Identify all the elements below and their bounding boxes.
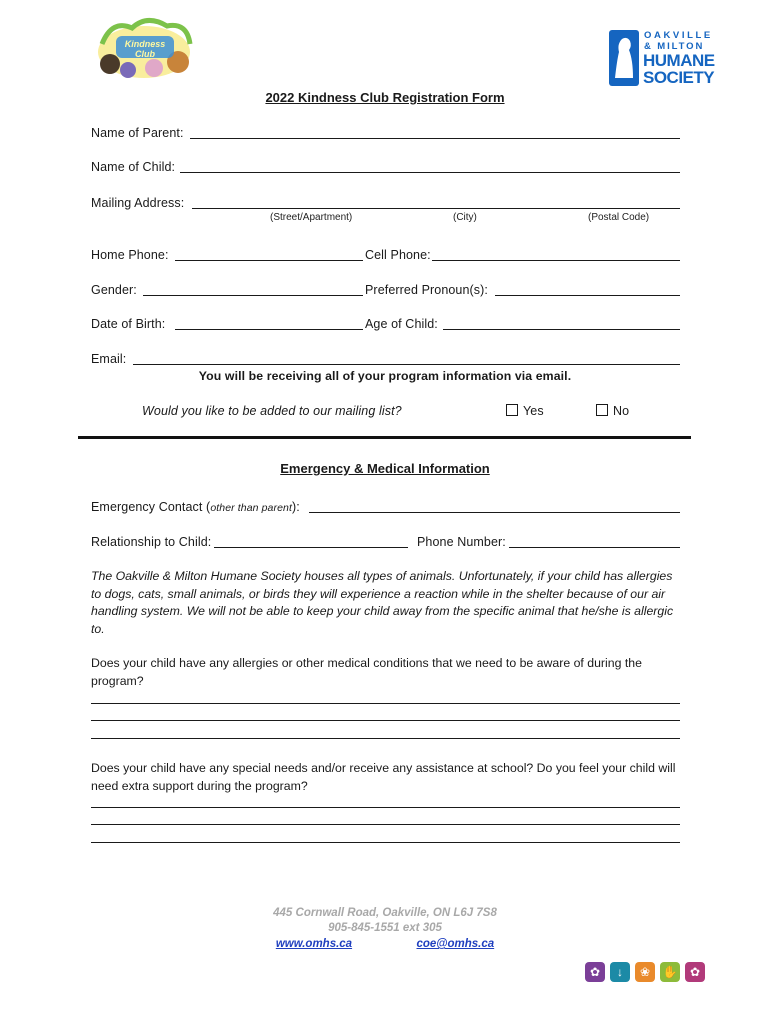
age-label: Age of Child:	[365, 317, 438, 331]
omhs-logo	[609, 30, 719, 88]
kindness-club-logo-text: Kindness Club	[124, 39, 166, 59]
child-name-field[interactable]	[180, 172, 680, 173]
emergency-phone-field[interactable]	[509, 547, 680, 548]
email-link[interactable]: coe@omhs.ca	[416, 938, 495, 950]
mailing-address-field[interactable]	[192, 208, 680, 209]
email-note: You will be receiving all of your program information via email.	[198, 369, 572, 383]
omhs-logo-line4: SOCIETY	[643, 68, 715, 87]
allergy-question: Does your child have any allergies or other medical conditions that we need to be aware of during the program?	[91, 656, 642, 688]
dob-label: Date of Birth:	[91, 317, 166, 331]
paw-icon: ✿	[585, 962, 605, 982]
mailing-address-label: Mailing Address:	[91, 196, 185, 210]
form-title: 2022 Kindness Club Registration Form	[265, 90, 505, 105]
relationship-label: Relationship to Child:	[91, 535, 212, 549]
mailing-no-option[interactable]	[596, 403, 629, 419]
pronoun-field[interactable]	[495, 295, 680, 296]
address-city-caption: (City)	[453, 212, 477, 223]
omhs-logo-line1: OAKVILLE	[644, 30, 713, 41]
footer-address: 445 Cornwall Road, Oakville, ON L6J 7S8	[273, 907, 497, 919]
allergy-answer-line-2[interactable]	[91, 720, 680, 721]
omhs-logo-line2: & MILTON	[644, 41, 705, 52]
gender-field[interactable]	[143, 295, 363, 296]
mailing-list-question: Would you like to be added to our mailing list?	[142, 404, 402, 418]
emergency-contact-field[interactable]	[309, 512, 680, 513]
dob-field[interactable]	[175, 329, 363, 330]
pronoun-label: Preferred Pronoun(s):	[365, 283, 488, 297]
no-label: No	[613, 404, 630, 418]
section-divider	[78, 436, 691, 439]
needs-answer-line-2[interactable]	[91, 824, 680, 825]
emergency-phone-label: Phone Number:	[417, 535, 506, 549]
website-link[interactable]: www.omhs.ca	[275, 938, 353, 950]
email-label: Email:	[91, 352, 127, 366]
cell-phone-field[interactable]	[432, 260, 680, 261]
emergency-title: Emergency & Medical Information	[280, 461, 490, 476]
needs-answer-line-1[interactable]	[91, 807, 680, 808]
emergency-contact-label-end: ):	[292, 500, 300, 514]
dog-silhouette-icon	[609, 30, 639, 86]
omhs-logo-line3: HUMANE	[643, 51, 715, 70]
special-needs-question: Does your child have any special needs and/or receive any assistance at school? Do you feel your child will need extra support during the program?	[91, 761, 676, 793]
age-field[interactable]	[443, 329, 680, 330]
parent-name-label: Name of Parent:	[91, 126, 184, 140]
yes-label: Yes	[523, 404, 544, 418]
relationship-field[interactable]	[214, 547, 408, 548]
emblem-icon: ❀	[635, 962, 655, 982]
parent-name-field[interactable]	[190, 138, 680, 139]
arrow-down-icon: ↓	[610, 962, 630, 982]
gender-label: Gender:	[91, 283, 137, 297]
address-postal-caption: (Postal Code)	[588, 212, 650, 223]
kindness-club-logo	[92, 14, 196, 84]
allergy-notice: The Oakville & Milton Humane Society houses all types of animals. Unfortunately, if your child has allergies to dogs, cats, small animals, or birds they will experience a reaction while in the shelter because of our air handling system. We will not be able to keep your child away from the specific animal that he/she is allergic to.	[91, 569, 674, 636]
emergency-contact-label	[91, 499, 300, 516]
cell-phone-label: Cell Phone:	[365, 248, 431, 262]
home-phone-field[interactable]	[175, 260, 363, 261]
footer-links	[0, 938, 770, 950]
email-field[interactable]	[133, 364, 680, 365]
allergy-answer-line-3[interactable]	[91, 738, 680, 739]
emergency-contact-hint: other than parent	[210, 502, 292, 514]
child-name-label: Name of Child:	[91, 160, 176, 174]
paw-icon: ✿	[685, 962, 705, 982]
footer-phone: 905-845-1551 ext 305	[328, 922, 442, 934]
emergency-contact-label-start: Emergency Contact (	[91, 500, 211, 514]
address-street-caption: (Street/Apartment)	[270, 212, 353, 223]
needs-answer-line-3[interactable]	[91, 842, 680, 843]
hand-icon: ✋	[660, 962, 680, 982]
home-phone-label: Home Phone:	[91, 248, 169, 262]
allergy-answer-line-1[interactable]	[91, 703, 680, 704]
no-checkbox[interactable]	[596, 404, 608, 416]
yes-checkbox[interactable]	[506, 404, 518, 416]
mailing-yes-option[interactable]	[506, 403, 544, 419]
